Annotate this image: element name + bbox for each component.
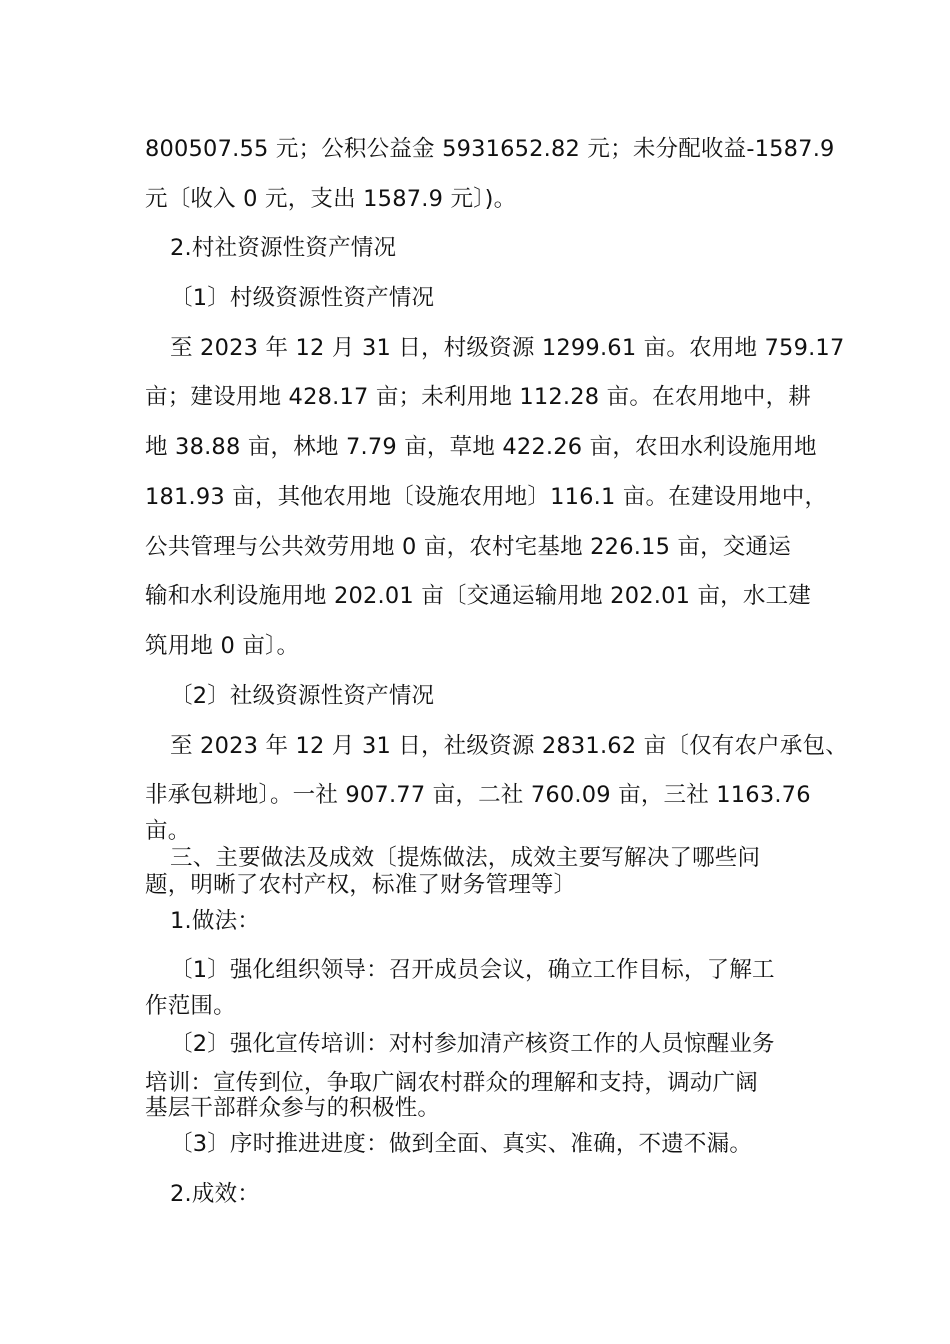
- paragraph-line: 基层干部群众参与的积极性。: [145, 1095, 441, 1121]
- subsection-heading: 〔2〕社级资源性资产情况: [170, 683, 435, 709]
- paragraph-line: 作范围。: [145, 993, 236, 1019]
- paragraph-line: 至 2023 年 12 月 31 日，社级资源 2831.62 亩〔仅有农户承包、: [170, 733, 848, 759]
- section-heading: 三、主要做法及成效〔提炼做法，成效主要写解决了哪些问: [170, 845, 761, 871]
- paragraph-line: 800507.55 元；公积公益金 5931652.82 元；未分配收益-1587.9: [145, 136, 835, 162]
- paragraph-line: 非承包耕地〕。一社 907.77 亩，二社 760.09 亩，三社 1163.76: [145, 782, 811, 808]
- paragraph-line: 至 2023 年 12 月 31 日，村级资源 1299.61 亩。农用地 759.17: [170, 335, 845, 361]
- paragraph-line: 公共管理与公共效劳用地 0 亩，农村宅基地 226.15 亩，交通运: [145, 534, 791, 560]
- paragraph-line: 题，明晰了农村产权，标准了财务管理等〕: [145, 872, 577, 898]
- paragraph-line: 亩。: [145, 818, 191, 844]
- paragraph-line: 〔1〕强化组织领导：召开成员会议，确立工作目标，了解工: [170, 957, 775, 983]
- paragraph-line: 元〔收入 0 元，支出 1587.9 元〕)。: [145, 186, 517, 212]
- paragraph-line: 地 38.88 亩，林地 7.79 亩，草地 422.26 亩，农田水利设施用地: [145, 434, 817, 460]
- paragraph-line: 181.93 亩，其他农用地〔设施农用地〕116.1 亩。在建设用地中，: [145, 484, 828, 510]
- subsection-heading: 〔1〕村级资源性资产情况: [170, 285, 435, 311]
- paragraph-line: 〔2〕强化宣传培训：对村参加清产核资工作的人员惊醒业务: [170, 1031, 775, 1057]
- paragraph-line: 筑用地 0 亩〕。: [145, 633, 300, 659]
- paragraph-line: 亩；建设用地 428.17 亩；未利用地 112.28 亩。在农用地中，耕: [145, 384, 811, 410]
- paragraph-line: 输和水利设施用地 202.01 亩〔交通运输用地 202.01 亩，水工建: [145, 583, 811, 609]
- subsection-heading: 1.做法：: [170, 908, 260, 934]
- section-heading: 2.村社资源性资产情况: [170, 235, 397, 261]
- paragraph-line: 培训：宣传到位，争取广阔农村群众的理解和支持，调动广阔: [145, 1070, 758, 1096]
- paragraph-line: 〔3〕序时推进进度：做到全面、真实、准确，不遗不漏。: [170, 1131, 753, 1157]
- subsection-heading: 2.成效：: [170, 1181, 260, 1207]
